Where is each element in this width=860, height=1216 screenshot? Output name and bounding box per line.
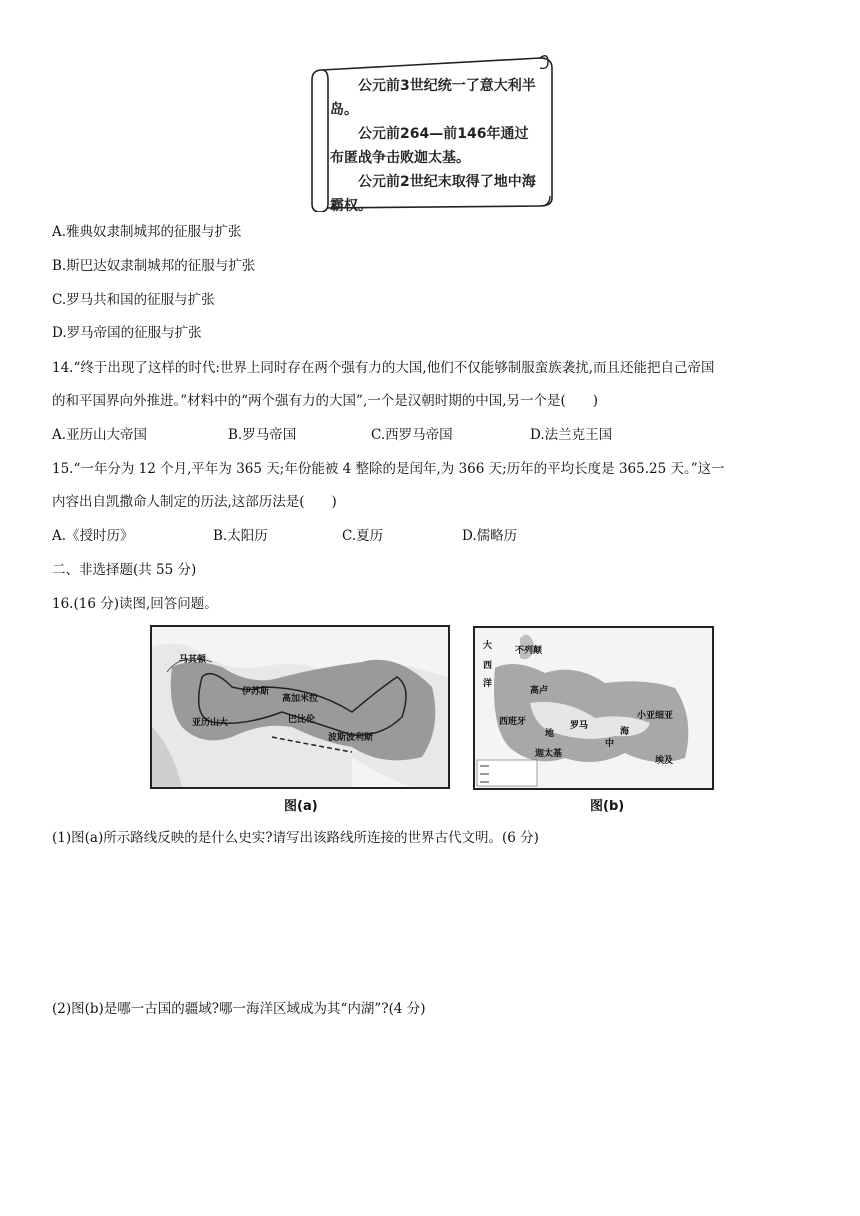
q13-option-c: C.罗马共和国的征服与扩张 [52,292,215,308]
map-b-label: 西班牙 [499,717,527,727]
q13-option-d: D.罗马帝国的征服与扩张 [52,325,202,341]
q14-option-d: D.法兰克王国 [530,427,613,443]
map-b-label: 洋 [483,679,493,689]
q14-option-c: C.西罗马帝国 [371,427,453,443]
scroll-paragraph: 公元前264—前146年通过布匿战争击败迦太基。 [330,126,529,166]
map-a-label: 高加米拉 [282,694,319,704]
q15-option-a: A.《授时历》 [52,528,134,544]
map-a-label: 巴比伦 [288,715,316,725]
map-b-graphic [475,628,712,788]
q15-option-d: D.儒略历 [462,528,518,544]
map-a-label: 马其顿 [179,655,207,665]
q15-stem-line2: 内容出自凯撒命人制定的历法,这部历法是( ) [52,494,337,510]
map-b-caption: 图(b) [590,799,625,814]
map-b-label: 地 [545,729,555,739]
q13-option-a: A.雅典奴隶制城邦的征服与扩张 [52,224,242,240]
q14-stem-line2: 的和平国界向外推进。”材料中的“两个强有力的大国”,一个是汉朝时期的中国,另一个是( ) [52,393,599,409]
map-b-label: 中 [605,739,615,749]
q15-option-c: C.夏历 [342,528,384,544]
q13-option-b: B.斯巴达奴隶制城邦的征服与扩张 [52,258,256,274]
map-a-label: 亚历山大 [192,718,229,728]
map-b [473,626,714,790]
map-a-label: 伊苏斯 [242,687,270,697]
map-a-label: 波斯波利斯 [328,733,374,743]
scroll-paragraph: 公元前2世纪末取得了地中海霸权。 [330,174,536,214]
q16-subquestion-2: (2)图(b)是哪一古国的疆域?哪一海洋区域成为其“内湖”?(4 分) [52,1001,426,1017]
map-b-label: 大 [483,641,493,651]
map-b-label: 罗马 [570,721,589,731]
map-a-graphic [152,627,448,787]
map-b-label: 不列颠 [515,646,543,656]
map-a-caption: 图(a) [284,799,318,814]
q14-stem-line1: 14.“终于出现了这样的时代:世界上同时存在两个强有力的大国,他们不仅能够制服蛮族袭扰,而且还能把自己帝国 [52,360,715,376]
map-b-label: 埃及 [655,756,674,766]
scroll-paragraph: 公元前3世纪统一了意大利半岛。 [330,78,536,118]
map-b-label: 迦太基 [535,749,563,759]
q14-option-a: A.亚历山大帝国 [52,427,148,443]
q15-stem-line1: 15.“一年分为 12 个月,平年为 365 天;年份能被 4 整除的是闰年,为 366 天;历年的平均长度是 365.25 天。”这一 [52,461,725,477]
map-b-label: 高卢 [530,686,549,696]
q14-option-b: B.罗马帝国 [228,427,297,443]
map-a [150,625,450,789]
q15-option-b: B.太阳历 [213,528,268,544]
q16-stem: 16.(16 分)读图,回答问题。 [52,596,218,612]
map-b-label: 小亚细亚 [637,711,674,721]
section-heading: 二、非选择题(共 55 分) [52,562,197,578]
map-b-label: 海 [620,727,630,737]
scroll-text [330,74,540,218]
q16-subquestion-1: (1)图(a)所示路线反映的是什么史实?请写出该路线所连接的世界古代文明。(6 分) [52,830,539,846]
map-b-label: 西 [483,661,493,671]
